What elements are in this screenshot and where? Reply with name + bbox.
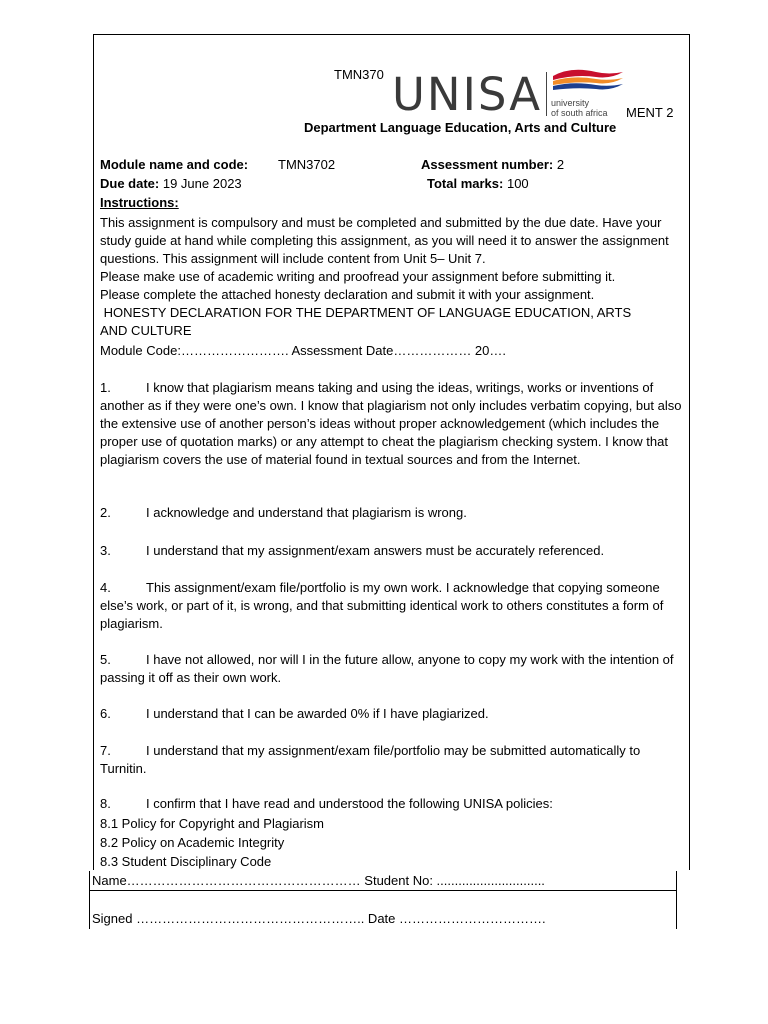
module-label: Module name and code: xyxy=(100,157,249,172)
declaration-item: 4. This assignment/exam file/portfolio is my own work. I acknowledge that copying someone else’s work, or part of it, is wrong, and that submitting identical work to others constitutes a form of plagiarism. xyxy=(100,580,664,631)
unisa-flag-icon xyxy=(551,66,626,96)
signed-date-line: Signed …………………………………………….. Date ……………………………. xyxy=(92,911,546,926)
declaration-item: 8. I confirm that I have read and understood the following UNISA policies: xyxy=(100,796,553,811)
instructions-honesty: Please complete the attached honesty declaration and submit it with your assignment. xyxy=(100,287,595,302)
signature-divider xyxy=(90,890,676,891)
assessment-number: Assessment number: 2 xyxy=(421,157,565,172)
assignment-fragment: MENT 2 xyxy=(626,105,674,120)
instructions-academic-writing: Please make use of academic writing and proofread your assignment before submitting it. xyxy=(100,269,616,284)
instructions-paragraph: This assignment is compulsory and must be completed and submitted by the due date. Have your study guide at hand while completing this assignment, as you will need it to answer the assignment questions. This assignment will include content from Unit 5– Unit 7. xyxy=(100,215,669,266)
module-code-fragment: TMN370 xyxy=(334,67,384,82)
policy-item: 8.2 Policy on Academic Integrity xyxy=(100,835,285,850)
total-marks: Total marks: 100 xyxy=(427,176,529,191)
declaration-item: 1. I know that plagiarism means taking and using the ideas, writings, works or inventions of another as if they were one’s own. I know that plagiarism not only includes verbatim copying, but also the extensive use of another person’s ideas without proper acknowledgement (which includes the proper use of quotation marks) or any attempt to cheat the plagiarism checking system. I know that plagiarism covers the use of material found in textual sources and from the Internet. xyxy=(100,380,682,467)
declaration-item: 2. I acknowledge and understand that plagiarism is wrong. xyxy=(100,505,467,520)
department-title: Department Language Education, Arts and Culture xyxy=(304,120,617,135)
policy-item: 8.3 Student Disciplinary Code xyxy=(100,854,272,869)
module-value: TMN3702 xyxy=(278,157,336,172)
declaration-item: 6. I understand that I can be awarded 0% if I have plagiarized. xyxy=(100,706,489,721)
declaration-title: HONESTY DECLARATION FOR THE DEPARTMENT OF LANGUAGE EDUCATION, ARTS AND CULTURE xyxy=(100,305,635,338)
name-student-no-line: Name……………………………………………… Student No: .............................. xyxy=(92,873,545,888)
logo-subtitle: university of south africa xyxy=(551,98,608,118)
logo-divider xyxy=(546,72,547,116)
due-date: Due date: 19 June 2023 xyxy=(100,176,242,191)
declaration-item: 7. I understand that my assignment/exam file/portfolio may be submitted automatically to Turnitin. xyxy=(100,743,641,776)
declaration-module-line: Module Code:……………………. Assessment Date……………… 20…. xyxy=(100,343,507,358)
declaration-item: 3. I understand that my assignment/exam answers must be accurately referenced. xyxy=(100,543,605,558)
policy-item: 8.1 Policy for Copyright and Plagiarism xyxy=(100,816,324,831)
declaration-item: 5. I have not allowed, nor will I in the future allow, anyone to copy my work with the intention of passing it off as their own work. xyxy=(100,652,674,685)
instructions-heading: Instructions: xyxy=(100,195,179,210)
unisa-logo-text: UNISA xyxy=(392,68,543,121)
